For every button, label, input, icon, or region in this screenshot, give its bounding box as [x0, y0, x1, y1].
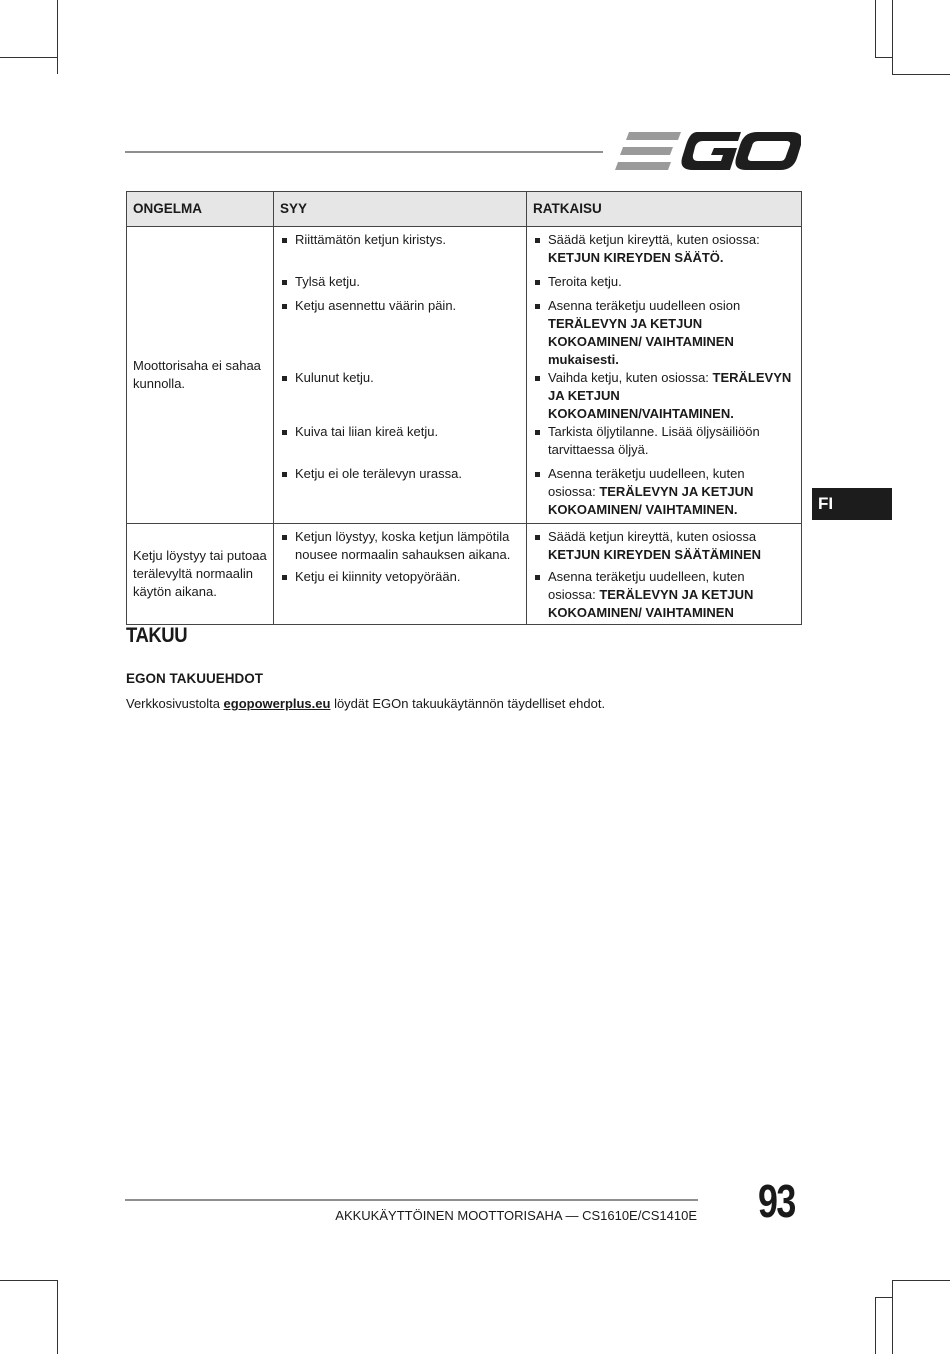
- cause-item: Kuiva tai liian kireä ketju.: [274, 423, 526, 441]
- solution-item: Asenna teräketju uudelleen, kuten osiossa: TERÄLEVYN JA KETJUN KOKOAMINEN/ VAIHTAMINEN.: [527, 465, 801, 519]
- crop-mark: [57, 1280, 58, 1354]
- table-row: [127, 227, 802, 274]
- section-heading: TAKUU: [126, 624, 188, 647]
- cause-item: Ketju ei kiinnity vetopyörään.: [274, 568, 526, 586]
- crop-mark: [892, 1280, 950, 1281]
- solution-item: Asenna teräketju uudelleen osion TERÄLEVYN JA KETJUN KOKOAMINEN/ VAIHTAMINEN mukaisesti.: [527, 297, 801, 369]
- cause-item: Riittämätön ketjun kiristys.: [274, 231, 526, 249]
- solution-item: Vaihda ketju, kuten osiossa: TERÄLEVYN JA KETJUN KOKOAMINEN/VAIHTAMINEN.: [527, 369, 801, 423]
- solution-item: Säädä ketjun kireyttä, kuten osiossa: KETJUN KIREYDEN SÄÄTÖ.: [527, 231, 801, 267]
- crop-mark: [0, 1280, 57, 1281]
- crop-mark: [892, 1280, 893, 1354]
- table-row: [127, 524, 802, 569]
- solution-item: Säädä ketjun kireyttä, kuten osiossa KETJUN KIREYDEN SÄÄTÄMINEN: [527, 528, 801, 564]
- subsection-heading: EGON TAKUUEHDOT: [126, 671, 263, 686]
- website-link[interactable]: egopowerplus.eu: [223, 696, 331, 711]
- crop-mark: [875, 1297, 892, 1298]
- header-cause: SYY: [274, 192, 527, 227]
- crop-mark: [57, 0, 58, 74]
- crop-mark: [875, 57, 892, 58]
- troubleshooting-table: [126, 191, 802, 625]
- page-number: 93: [758, 1175, 795, 1227]
- problem-cell: Moottorisaha ei sahaa kunnolla.: [127, 227, 274, 524]
- problem-cell: Ketju löystyy tai putoaa terälevyltä normaalin käytön aikana.: [127, 524, 274, 625]
- warranty-paragraph: Verkkosivustolta egopowerplus.eu löydät EGOn takuukäytännön täydelliset ehdot.: [126, 696, 606, 711]
- header-problem: ONGELMA: [127, 192, 274, 227]
- solution-item: Tarkista öljytilanne. Lisää öljysäiliöön tarvittaessa öljyä.: [527, 423, 801, 459]
- footer-title: AKKUKÄYTTÖINEN MOOTTORISAHA — CS1610E/CS1410E: [335, 1208, 697, 1223]
- cause-item: Ketju asennettu väärin päin.: [274, 297, 526, 315]
- crop-mark: [875, 0, 876, 57]
- crop-mark: [0, 57, 57, 58]
- cause-item: Tylsä ketju.: [274, 273, 526, 291]
- crop-mark: [875, 1297, 876, 1354]
- solution-item: Teroita ketju.: [527, 273, 801, 291]
- crop-mark: [892, 74, 950, 75]
- ego-logo: [615, 128, 801, 174]
- language-tab: FI: [812, 488, 892, 520]
- solution-item: Asenna teräketju uudelleen, kuten osiossa: TERÄLEVYN JA KETJUN KOKOAMINEN/ VAIHTAMINEN: [527, 568, 801, 622]
- header-solution: RATKAISU: [527, 192, 802, 227]
- footer-rule: [125, 1199, 698, 1201]
- cause-item: Kulunut ketju.: [274, 369, 526, 387]
- cause-item: Ketju ei ole terälevyn urassa.: [274, 465, 526, 483]
- crop-mark: [892, 0, 893, 74]
- cause-item: Ketjun löystyy, koska ketjun lämpötila nousee normaalin sahauksen aikana.: [274, 528, 526, 564]
- header-rule: [125, 151, 603, 153]
